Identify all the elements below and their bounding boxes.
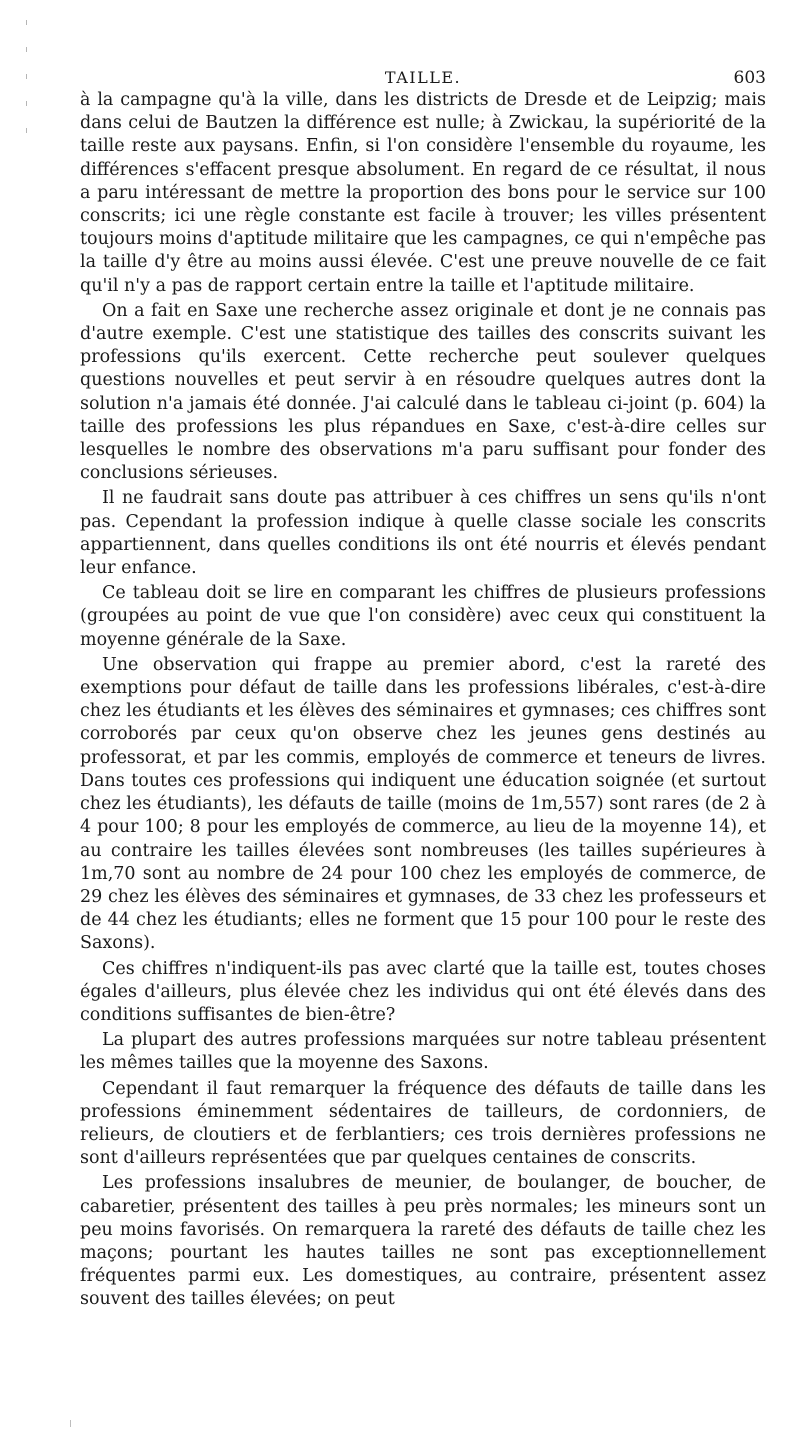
paragraph-other-professions: La plupart des autres professions marquées sur notre tableau présentent les mêmes tailles que la moyenne des Saxons. [80,1030,766,1074]
paragraph-reading-table: Ce tableau doit se lire en comparant les chiffres de plusieurs professions (groupées au point de vue que l'on considère) avec ceux qui constituent la moyenne générale de la Saxe. [80,583,766,650]
scan-mark [26,20,27,25]
paragraph-saxony-professions: On a fait en Saxe une recherche assez originale et dont je ne connais pas d'autre exemple. C'est une statistique des tailles des conscrits suivant les professions qu'ils exercent. Cette recherche peut soulever quelques questions nouvelles et peut servir à en résoudre quelques autres dont la solution n'a jamais été donnée. J'ai calculé dans le tableau ci-joint (p. 604) la taille des professions les plus répandues en Saxe, c'est-à-dire celles sur lesquelles le nombre des observations m'a paru suffisant pour fonder des conclusions sérieuses. [80,300,766,484]
paragraph-continuation: à la campagne qu'à la ville, dans les districts de Dresde et de Leipzig; mais dans celui de Bautzen la différence est nulle; à Zwickau, la supériorité de la taille reste aux paysans. Enfin, si l'on considère l'ensemble du royaume, les différences s'effacent presque absolument. En regard de ce résultat, il nous a paru intéressant de mettre la proportion des bons pour le service sur 100 conscrits; ici une règle constante est facile à trouver; les villes présentent toujours moins d'aptitude militaire que les campagnes, ce qui n'empêche pas la taille d'y être au moins aussi élevée. C'est une preuve nouvelle de ce fait qu'il n'y a pas de rapport certain entre la taille et l'aptitude militaire. [80,90,766,296]
running-title: TAILLE. [384,68,462,87]
page-body [80,89,766,1314]
scan-mark [26,47,27,52]
page-number: 603 [733,68,766,88]
paragraph-caveat: Il ne faudrait sans doute pas attribuer à ces chiffres un sens qu'ils n'ont pas. Cependant la profession indique à quelle classe sociale les conscrits appartiennent, dans quelles conditions ils ont été nourris et élevés pendant leur enfance. [80,488,766,579]
scan-margin-marks [26,20,34,150]
scan-mark [70,1420,71,1427]
scan-mark [26,101,27,106]
paragraph-insalubrious: Les professions insalubres de meunier, de boulanger, de boucher, de cabaretier, présentent des tailles à peu près normales; les mineurs sont un peu moins favorisés. On remarquera la rareté des défauts de taille chez les maçons; pourtant les hautes tailles ne sont pas exceptionnellement fréquentes parmi eux. Les domestiques, au contraire, présentent assez souvent des tailles élevées; on peut [80,1173,766,1310]
scan-mark [26,74,27,79]
paragraph-liberal-professions: Une observation qui frappe au premier abord, c'est la rareté des exemptions pour défaut de taille dans les professions libérales, c'est-à-dire chez les étudiants et les élèves des séminaires et gymnases; ces chiffres sont corroborés par ceux qu'on observe chez les jeunes gens destinés au professorat, et par les commis, employés de commerce et teneurs de livres. Dans toutes ces professions qui indiquent une éducation soignée (et surtout chez les étudiants), les défauts de taille (moins de 1m,557) sont rares (de 2 à 4 pour 100; 8 pour les employés de commerce, au lieu de la moyenne 14), et au contraire les tailles élevées sont nombreuses (les tailles supérieures à 1m,70 sont au nombre de 24 pour 100 chez les employés de commerce, de 29 chez les élèves des séminaires et gymnases, de 33 chez les professeurs et de 44 chez les étudiants; elles ne forment que 15 pour 100 pour le reste des Saxons). [80,654,766,954]
scan-mark [26,128,27,133]
paragraph-sedentary: Cependant il faut remarquer la fréquence des défauts de taille dans les professions éminemment sédentaires de tailleurs, de cordonniers, de relieurs, de cloutiers et de ferblantiers; ces trois dernières professions ne sont d'ailleurs représentées que par quelques centaines de conscrits. [80,1078,766,1169]
paragraph-question: Ces chiffres n'indiquent-ils pas avec clarté que la taille est, toutes choses égales d'ailleurs, plus élevée chez les individus qui ont été élevés dans des conditions suffisantes de bien-être? [80,958,766,1025]
page-header [80,66,766,90]
